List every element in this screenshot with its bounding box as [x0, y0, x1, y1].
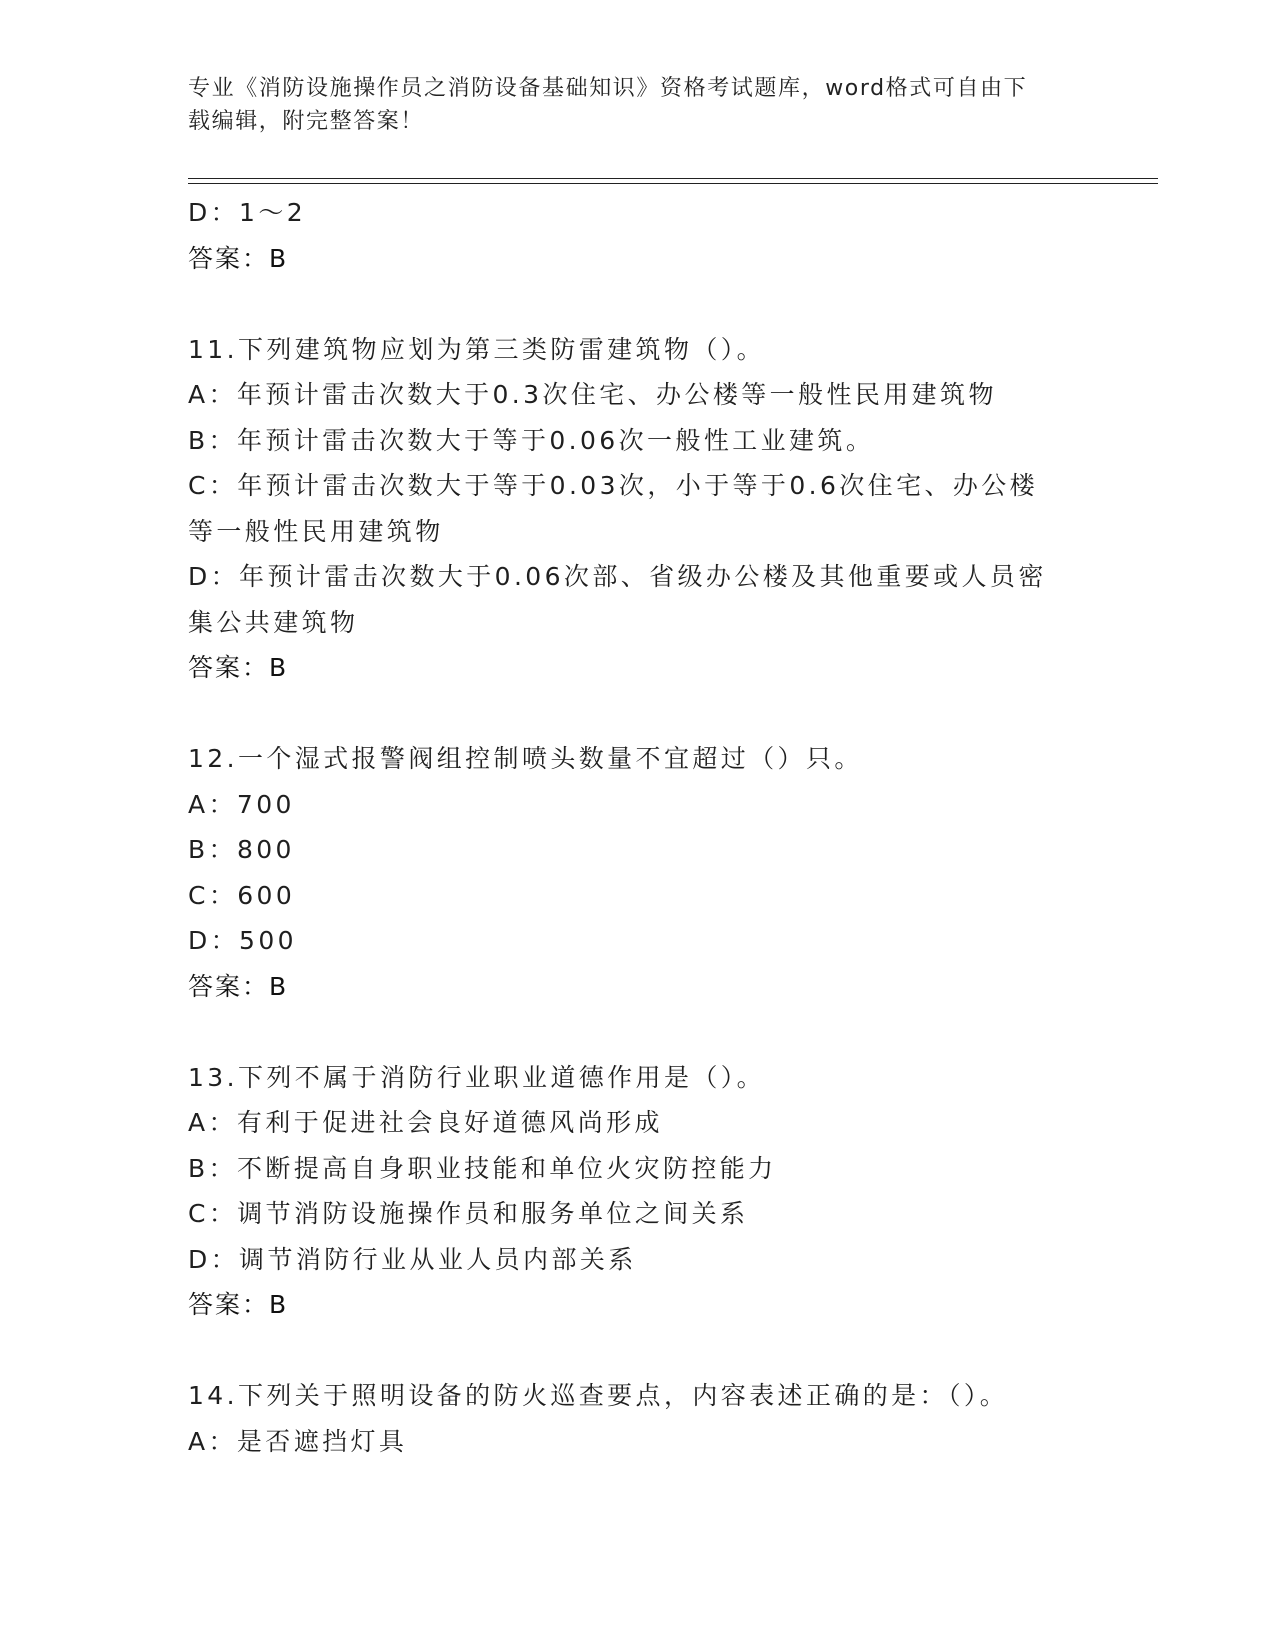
question-stem: 13.下列不属于消防行业职业道德作用是（）。: [188, 1062, 766, 1092]
page-header: [188, 72, 1088, 138]
option-a: A：700: [188, 789, 295, 819]
option-c: C：调节消防设施操作员和服务单位之间关系: [188, 1199, 749, 1228]
spacer: [188, 1328, 1068, 1374]
option-d: D：500: [188, 926, 297, 955]
option-c: C：600: [188, 880, 296, 910]
answer: 答案：B: [188, 971, 289, 1001]
question-14: [188, 1373, 1068, 1464]
spacer: [188, 691, 1068, 737]
question-11: [188, 327, 1068, 691]
answer: 答案：B: [188, 243, 289, 273]
question-stem: 12.一个湿式报警阀组控制喷头数量不宜超过（）只。: [188, 744, 863, 773]
answer: 答案：B: [188, 653, 289, 682]
option-d: D：调节消防行业从业人员内部关系: [188, 1244, 637, 1274]
option-c-continued: 等一般性民用建筑物: [188, 516, 444, 546]
option-a: A：有利于促进社会良好道德风尚形成: [188, 1108, 663, 1137]
answer: 答案：B: [188, 1290, 289, 1319]
previous-question-tail: [188, 190, 1068, 281]
option-a: A：年预计雷击次数大于0.3次住宅、办公楼等一般性民用建筑物: [188, 380, 997, 409]
question-13: [188, 1055, 1068, 1328]
spacer: [188, 1009, 1068, 1055]
header-divider: [188, 178, 1158, 184]
option-c: C：年预计雷击次数大于等于0.03次，小于等于0.6次住宅、办公楼: [188, 471, 1039, 500]
document-body: [188, 190, 1068, 1464]
header-line-2: 载编辑，附完整答案！: [188, 109, 425, 134]
question-12: [188, 736, 1068, 1009]
option-d: D：年预计雷击次数大于0.06次部、省级办公楼及其他重要或人员密: [188, 562, 1047, 591]
spacer: [188, 281, 1068, 327]
option-d: D：1～2: [188, 198, 307, 227]
header-line-1: 专业《消防设施操作员之消防设备基础知识》资格考试题库，word格式可自由下: [188, 76, 1028, 101]
option-a: A：是否遮挡灯具: [188, 1426, 408, 1456]
question-stem: 11.下列建筑物应划为第三类防雷建筑物（）。: [188, 334, 766, 364]
option-d-continued: 集公共建筑物: [188, 607, 359, 637]
option-b: B：年预计雷击次数大于等于0.06次一般性工业建筑。: [188, 425, 875, 455]
option-b: B：800: [188, 835, 295, 864]
option-b: B：不断提高自身职业技能和单位火灾防控能力: [188, 1153, 777, 1183]
question-stem: 14.下列关于照明设备的防火巡查要点，内容表述正确的是：（）。: [188, 1381, 1009, 1410]
